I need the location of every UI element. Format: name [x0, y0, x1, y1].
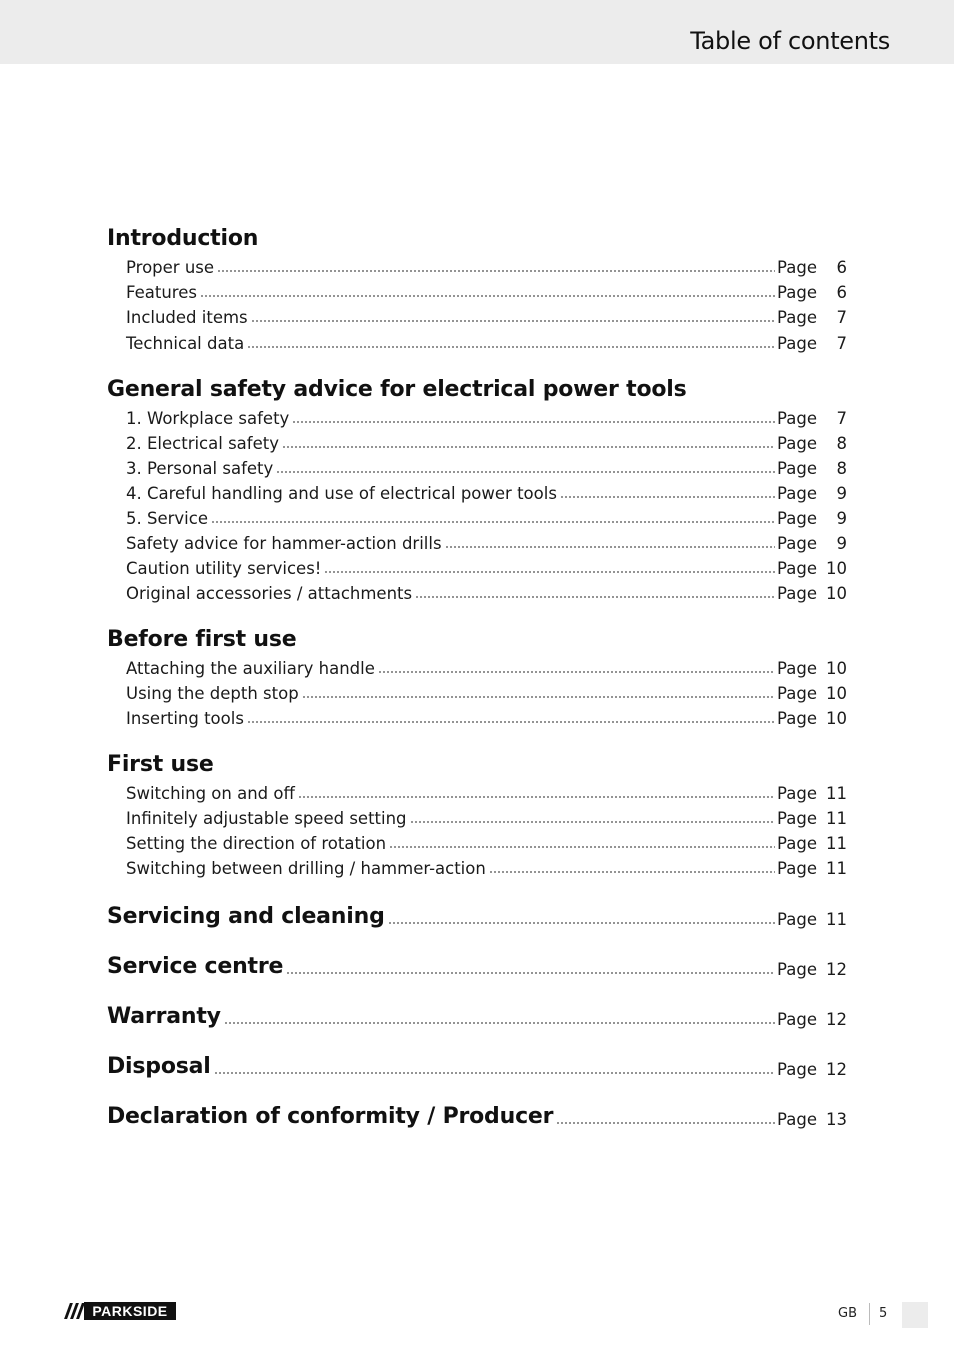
toc-entry[interactable] [126, 656, 847, 678]
page-number: 6 [836, 258, 847, 277]
page-number: 12 [826, 960, 847, 979]
toc-entry[interactable] [126, 406, 847, 428]
page-word: Page [777, 459, 817, 478]
footer-tab-marker [902, 1302, 928, 1328]
leader-dots [292, 420, 775, 424]
page-number: 12 [826, 1060, 847, 1079]
leader-dots [445, 545, 776, 549]
page-number: 9 [836, 484, 847, 503]
leader-dots [298, 795, 775, 799]
page-word: Page [777, 709, 817, 728]
leader-dots [560, 495, 775, 499]
section-heading-first-use: First use [107, 752, 214, 777]
toc-entry[interactable] [126, 556, 847, 578]
toc-entry-label: Features [126, 283, 197, 302]
page-word: Page [777, 484, 817, 503]
page-number: 7 [836, 308, 847, 327]
toc-entry[interactable] [126, 506, 847, 528]
page-word: Page [777, 434, 817, 453]
toc-top-entry-label: Warranty [107, 1004, 221, 1029]
toc-entry[interactable] [126, 456, 847, 478]
page-word: Page [777, 559, 817, 578]
page-number: 11 [826, 784, 847, 803]
toc-entry[interactable] [126, 581, 847, 603]
toc-entry-label: Inserting tools [126, 709, 244, 728]
language-code: GB [838, 1306, 857, 1321]
page-number: 11 [826, 809, 847, 828]
page-number: 7 [836, 409, 847, 428]
toc-entry-label: Switching between drilling / hammer-action [126, 859, 486, 878]
header-band [0, 0, 954, 64]
section-heading-introduction: Introduction [107, 226, 259, 251]
parkside-logo [64, 1302, 176, 1320]
toc-entry[interactable] [126, 806, 847, 828]
toc-entry-label: 4. Careful handling and use of electrical power tools [126, 484, 557, 503]
toc-entry[interactable] [126, 706, 847, 728]
toc-entry-label: Attaching the auxiliary handle [126, 659, 375, 678]
toc-entry-label: Proper use [126, 258, 215, 277]
toc-entry-label: Safety advice for hammer-action drills [126, 534, 442, 553]
toc-entry[interactable] [126, 481, 847, 503]
page-word: Page [777, 784, 817, 803]
toc-entry-label: 3. Personal safety [126, 459, 274, 478]
page-number: 11 [826, 834, 847, 853]
leader-dots [410, 820, 776, 824]
page-number: 10 [826, 709, 847, 728]
page-word: Page [777, 409, 817, 428]
toc-entry-label: Using the depth stop [126, 684, 299, 703]
toc-top-entry-label: Disposal [107, 1054, 211, 1079]
page-word: Page [777, 334, 817, 353]
page-number: 7 [836, 334, 847, 353]
page-word: Page [777, 258, 817, 277]
page-title: Table of contents [690, 27, 890, 55]
page-number-footer: 5 [879, 1306, 888, 1321]
toc-top-entry[interactable] [107, 899, 847, 929]
toc-entry-label: Infinitely adjustable speed setting [126, 809, 407, 828]
page-word: Page [777, 308, 817, 327]
leader-dots [302, 695, 775, 699]
page-word: Page [777, 534, 817, 553]
toc-top-entry[interactable] [107, 949, 847, 979]
leader-dots [211, 520, 775, 524]
leader-dots [286, 971, 775, 975]
page-word: Page [777, 584, 817, 603]
leader-dots [217, 269, 775, 273]
logo-stripes-icon [64, 1302, 84, 1320]
toc-entry[interactable] [126, 280, 847, 302]
page-number: 11 [826, 859, 847, 878]
leader-dots [324, 570, 775, 574]
toc-entry[interactable] [126, 331, 847, 353]
toc-entry[interactable] [126, 781, 847, 803]
page-word: Page [777, 509, 817, 528]
page-word: Page [777, 1010, 817, 1029]
page-word: Page [777, 834, 817, 853]
leader-dots [489, 870, 775, 874]
toc-entry[interactable] [126, 305, 847, 327]
page-word: Page [777, 910, 817, 929]
toc-top-entry-label: Declaration of conformity / Producer [107, 1104, 554, 1129]
toc-entry[interactable] [126, 531, 847, 553]
leader-dots [200, 294, 775, 298]
toc-entry[interactable] [126, 681, 847, 703]
leader-dots [415, 595, 775, 599]
toc-entry-label: Setting the direction of rotation [126, 834, 387, 853]
toc-entry[interactable] [126, 856, 847, 878]
page-number: 10 [826, 659, 847, 678]
toc-entry-label: Caution utility services! [126, 559, 322, 578]
leader-dots [378, 670, 775, 674]
page-number: 8 [836, 434, 847, 453]
toc-entry[interactable] [126, 831, 847, 853]
section-heading-general-safety: General safety advice for electrical power tools [107, 377, 687, 402]
page-number: 6 [836, 283, 847, 302]
leader-dots [556, 1121, 775, 1125]
page-word: Page [777, 859, 817, 878]
page-word: Page [777, 1060, 817, 1079]
logo-wordmark: PARKSIDE [84, 1302, 176, 1320]
page-number: 12 [826, 1010, 847, 1029]
leader-dots [214, 1071, 775, 1075]
footer-divider [869, 1303, 870, 1325]
page-word: Page [777, 684, 817, 703]
page-number: 8 [836, 459, 847, 478]
toc-entry-label: 2. Electrical safety [126, 434, 279, 453]
toc-entry-label: Original accessories / attachments [126, 584, 413, 603]
page-number: 10 [826, 684, 847, 703]
toc-entry-label: Included items [126, 308, 248, 327]
leader-dots [389, 845, 775, 849]
page-word: Page [777, 659, 817, 678]
leader-dots [388, 921, 775, 925]
leader-dots [276, 470, 775, 474]
leader-dots [247, 345, 775, 349]
toc-top-entry-label: Service centre [107, 954, 284, 979]
page-word: Page [777, 283, 817, 302]
page-number: 9 [836, 534, 847, 553]
toc-entry-label: 5. Service [126, 509, 208, 528]
toc-top-entry-label: Servicing and cleaning [107, 904, 385, 929]
leader-dots [282, 445, 775, 449]
toc-top-entry[interactable] [107, 999, 847, 1029]
page-number: 13 [826, 1110, 847, 1129]
page-number: 10 [826, 584, 847, 603]
page-number: 11 [826, 910, 847, 929]
leader-dots [247, 720, 775, 724]
page-word: Page [777, 960, 817, 979]
toc-entry[interactable] [126, 255, 847, 277]
section-heading-before-first-use: Before first use [107, 627, 297, 652]
page-number: 10 [826, 559, 847, 578]
page-word: Page [777, 1110, 817, 1129]
leader-dots [251, 319, 775, 323]
leader-dots [224, 1021, 775, 1025]
toc-entry-label: Switching on and off [126, 784, 295, 803]
toc-entry-label: Technical data [126, 334, 245, 353]
page-number: 9 [836, 509, 847, 528]
toc-entry-label: 1. Workplace safety [126, 409, 290, 428]
toc-top-entry[interactable] [107, 1099, 847, 1129]
toc-top-entry[interactable] [107, 1049, 847, 1079]
toc-entry[interactable] [126, 431, 847, 453]
page-word: Page [777, 809, 817, 828]
